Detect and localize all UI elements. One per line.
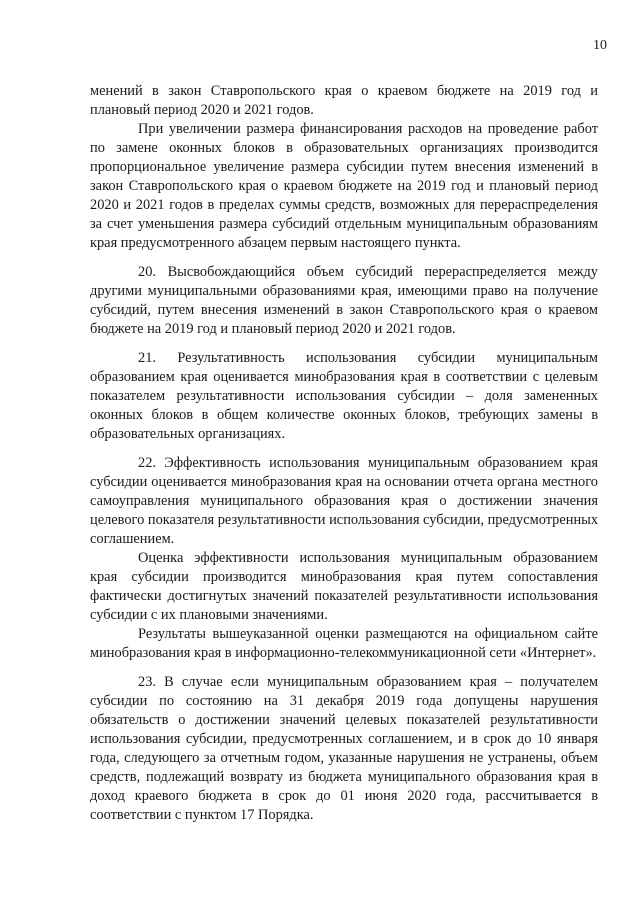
paragraph: 20. Высвобождающийся объем субсидий перераспределяется между другими муниципальными образованиями края, имеющими право на получение субсидий, путем внесения изменений в закон Ставропольского края о краевом бюджете на 2019 год и плановый период 2020 и 2021 годов. [90,264,598,337]
paragraph: менений в закон Ставропольского края о краевом бюджете на 2019 год и плановый период 2020 и 2021 годов. [90,83,598,118]
paragraph: Оценка эффективности использования муниципальным образованием края субсидии производится минобразования края путем сопоставления фактически достигнутых значений показателей результативности использования субсидии с их плановыми значениями. [90,550,598,623]
paragraph: 23. В случае если муниципальным образованием края – получателем субсидии по состоянию на 31 декабря 2019 года допущены нарушения обязательств о достижении значений целевых показателей результативности использования субсидии, предусмотренных соглашением, и в срок до 10 января года, следующего за отчетным годом, указанные нарушения не устранены, объем средств, подлежащий возврату из бюджета муниципального образования края в доход краевого бюджета в срок до 01 июня 2020 года, рассчитывается в соответствии с пунктом 17 Порядка. [90,674,598,823]
paragraph: Результаты вышеуказанной оценки размещаются на официальном сайте минобразования края в информационно-телекоммуникационной сети «Интернет». [90,626,598,661]
paragraph: 21. Результативность использования субсидии муниципальным образованием края оценивается минобразования края в соответствии с целевым показателем результативности использования субсидии – доля замененных оконных блоков в общем количестве оконных блоков, требующих замены в образовательных организациях. [90,350,598,442]
paragraph: При увеличении размера финансирования расходов на проведение работ по замене оконных блоков в образовательных организациях производится пропорциональное увеличение размера субсидии путем внесения изменений в закон Ставропольского края о краевом бюджете на 2019 год и плановый период 2020 и 2021 годов в пределах суммы средств, возможных для перераспределения за счет уменьшения размера субсидий отдельным муниципальным образованиям края предусмотренного абзацем первым настоящего пункта. [90,121,598,251]
document-body [90,82,598,825]
page-number: 10 [593,38,607,53]
paragraph: 22. Эффективность использования муниципальным образованием края субсидии оценивается минобразования края на основании отчета органа местного самоуправления муниципального образования края о достижении значения целевого показателя результативности использования субсидии, предусмотренных соглашением. [90,455,599,547]
